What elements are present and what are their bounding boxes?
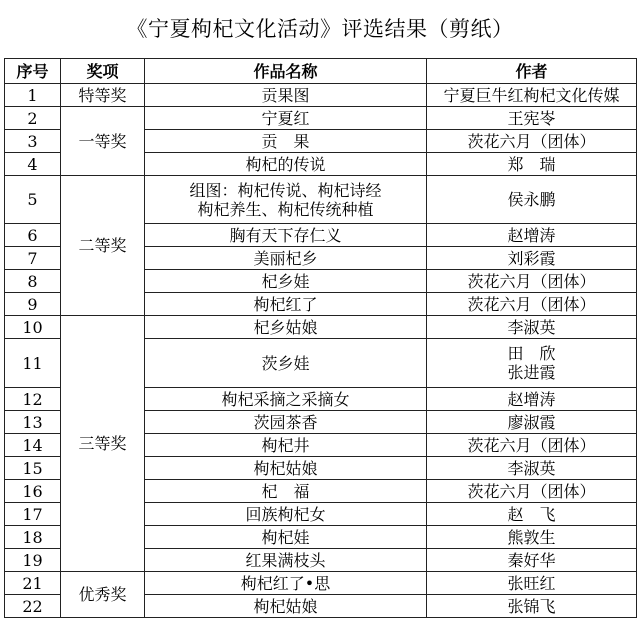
- row-number: 1: [5, 84, 61, 107]
- table-row: [5, 316, 637, 339]
- row-number: 19: [5, 549, 61, 572]
- author: [427, 339, 637, 388]
- author: 李淑英: [427, 316, 637, 339]
- row-number: 16: [5, 480, 61, 503]
- table-row: [5, 84, 637, 107]
- author: 茨花六月（团体）: [427, 434, 637, 457]
- header-work-title: 作品名称: [145, 59, 427, 84]
- row-number: 6: [5, 224, 61, 247]
- work-title: 枸杞的传说: [145, 153, 427, 176]
- work-title: 胸有天下存仁义: [145, 224, 427, 247]
- author-line: 田 欣: [507, 344, 556, 363]
- author: 熊敦生: [427, 526, 637, 549]
- table-header-row: [5, 59, 637, 84]
- author: 王宪岺: [427, 107, 637, 130]
- award-cell: 优秀奖: [61, 572, 145, 618]
- work-title: 贡果图: [145, 84, 427, 107]
- row-number: 21: [5, 572, 61, 595]
- author: 茨花六月（团体）: [427, 270, 637, 293]
- row-number: 7: [5, 247, 61, 270]
- work-title-line: 组图：枸杞传说、枸杞诗经: [189, 180, 382, 200]
- work-title: 枸杞姑娘: [145, 457, 427, 480]
- author: 赵增涛: [427, 388, 637, 411]
- author: 茨花六月（团体）: [427, 293, 637, 316]
- author: 茨花六月（团体）: [427, 130, 637, 153]
- author: 廖淑霞: [427, 411, 637, 434]
- author: 赵 飞: [427, 503, 637, 526]
- row-number: 11: [5, 339, 61, 388]
- work-title: 枸杞红了•思: [145, 572, 427, 595]
- row-number: 14: [5, 434, 61, 457]
- work-title: 杞乡姑娘: [145, 316, 427, 339]
- row-number: 8: [5, 270, 61, 293]
- work-title: 枸杞红了: [145, 293, 427, 316]
- row-number: 15: [5, 457, 61, 480]
- row-number: 12: [5, 388, 61, 411]
- header-author: 作者: [427, 59, 637, 84]
- page-title: 《宁夏枸杞文化活动》评选结果（剪纸）: [126, 17, 514, 41]
- award-cell: 一等奖: [61, 107, 145, 176]
- work-title: 枸杞采摘之采摘女: [145, 388, 427, 411]
- work-title: 茨乡娃: [145, 339, 427, 388]
- row-number: 5: [5, 176, 61, 224]
- award-cell: 特等奖: [61, 84, 145, 107]
- award-cell: 二等奖: [61, 176, 145, 316]
- results-table: [4, 58, 637, 618]
- work-title: 枸杞姑娘: [145, 595, 427, 618]
- row-number: 13: [5, 411, 61, 434]
- work-title: 美丽杞乡: [145, 247, 427, 270]
- author: 侯永鹏: [427, 176, 637, 224]
- table-row: [5, 107, 637, 130]
- work-title: 杞乡娃: [145, 270, 427, 293]
- row-number: 17: [5, 503, 61, 526]
- work-title: 枸杞娃: [145, 526, 427, 549]
- author: 刘彩霞: [427, 247, 637, 270]
- work-title: 宁夏红: [145, 107, 427, 130]
- work-title: 回族枸杞女: [145, 503, 427, 526]
- author: 李淑英: [427, 457, 637, 480]
- work-title: [145, 176, 427, 224]
- row-number: 3: [5, 130, 61, 153]
- author: 茨花六月（团体）: [427, 480, 637, 503]
- work-title-line: 枸杞养生、枸杞传统种植: [197, 199, 374, 219]
- row-number: 18: [5, 526, 61, 549]
- work-title: 杞 福: [145, 480, 427, 503]
- row-number: 4: [5, 153, 61, 176]
- table-row: [5, 572, 637, 595]
- award-cell: 三等奖: [61, 316, 145, 572]
- author-line: 张进霞: [507, 363, 556, 382]
- author: 秦好华: [427, 549, 637, 572]
- author: 郑 瑞: [427, 153, 637, 176]
- author: 张旺红: [427, 572, 637, 595]
- work-title: 红果满枝头: [145, 549, 427, 572]
- row-number: 22: [5, 595, 61, 618]
- header-award: 奖项: [61, 59, 145, 84]
- row-number: 9: [5, 293, 61, 316]
- work-title: 枸杞井: [145, 434, 427, 457]
- header-number: 序号: [5, 59, 61, 84]
- row-number: 10: [5, 316, 61, 339]
- author: 宁夏巨牛红枸杞文化传媒: [427, 84, 637, 107]
- table-row: [5, 176, 637, 224]
- work-title: 贡 果: [145, 130, 427, 153]
- row-number: 2: [5, 107, 61, 130]
- author: 张锦飞: [427, 595, 637, 618]
- author: 赵增涛: [427, 224, 637, 247]
- work-title: 茨园茶香: [145, 411, 427, 434]
